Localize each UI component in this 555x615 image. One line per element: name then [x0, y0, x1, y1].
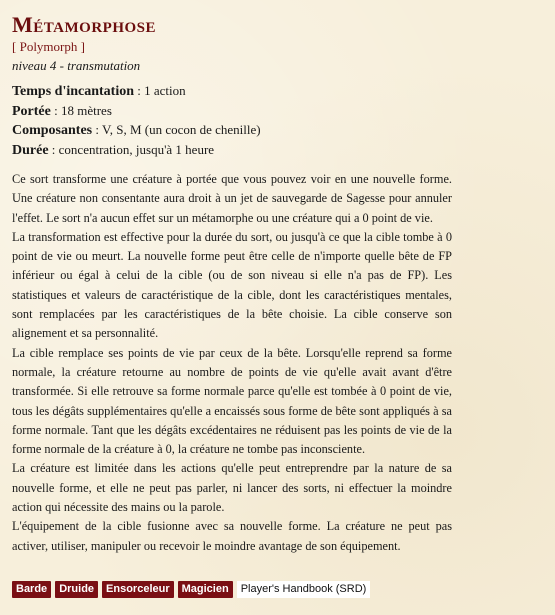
- spell-stats: [12, 82, 452, 160]
- stat-components: [12, 121, 452, 141]
- description-paragraph: La transformation est effective pour la durée du sort, ou jusqu'à ce que la cible tombe à 0 point de vie ou meurt. La nouvelle forme peut être celle de n'importe quelle bête de FP inférieur ou égal à celui de la cible (ou de son niveau si elle n'a pas de FP). Les statistiques et valeurs de caractéristique de la cible, dont les caractéristiques mentales, sont remplacées par les caractéristiques de la bête choisie. La cible conserve son alignement et sa personnalité.: [12, 229, 452, 341]
- alias-bracket-close: ]: [77, 39, 85, 54]
- stat-duration: [12, 141, 452, 161]
- description-paragraph: La créature est limitée dans les actions qu'elle peut entreprendre par la nature de sa nouvelle forme, et elle ne peut pas parler, ni lancer des sorts, ni effectuer la moindre action qui nécessite des mains ou la parole.: [12, 461, 452, 515]
- stat-duration-value: : concentration, jusqu'à 1 heure: [48, 141, 215, 157]
- stat-range: [12, 102, 452, 122]
- stat-duration-label: Durée: [12, 142, 49, 158]
- alias-bracket-open: [: [12, 39, 20, 54]
- description-paragraph: Ce sort transforme une créature à portée que vous pouvez voir en une nouvelle forme. Une créature non consentante aura droit à un jet de sauvegarde de Sagesse pour annuler l'effet. Le sort n'a aucun effet sur un métamorphe ou une créature qui a 0 point de vie.: [12, 172, 452, 225]
- class-tags: [12, 581, 370, 598]
- stat-components-label: Composantes: [12, 123, 93, 138]
- spell-description: [12, 170, 452, 556]
- spell-alias: [12, 38, 452, 56]
- spell-school: niveau 4 - transmutation: [12, 58, 141, 73]
- stat-components-value: : V, S, M (un cocon de chenille): [92, 122, 261, 137]
- stat-casting-time-value: : 1 action: [134, 83, 186, 98]
- source-badge: Player's Handbook (SRD): [237, 581, 371, 598]
- stat-casting-time: [12, 82, 452, 102]
- spell-card: [12, 12, 452, 556]
- tag-barde[interactable]: Barde: [12, 581, 51, 598]
- stat-casting-time-label: Temps d'incantation: [12, 84, 135, 99]
- spell-title: Métamorphose: [12, 12, 156, 37]
- description-paragraph: La cible remplace ses points de vie par ceux de la bête. Lorsqu'elle reprend sa forme normale, la créature retourne au nombre de points de vie qu'elle avait avant d'être transformée. Si elle retrouve sa forme normale parce qu'elle est tombée à 0 point de vie, tous les dégâts supplémentaires qu'elle a encaissés sous forme de bête sont appliqués à sa forme normale. Tant que les dégâts excédentaires ne réduisent pas les points de vie de la forme normale de la créature à 0, la créature ne tombe pas inconsciente.: [12, 345, 452, 457]
- tag-ensorceleur[interactable]: Ensorceleur: [102, 581, 174, 598]
- description-paragraph: L'équipement de la cible fusionne avec sa nouvelle forme. La créature ne peut pas activer, utiliser, manipuler ou recevoir le moindre avantage de son équipement.: [12, 519, 452, 553]
- stat-range-label: Portée: [12, 103, 51, 119]
- tag-druide[interactable]: Druide: [55, 581, 98, 598]
- spell-alias-link[interactable]: Polymorph: [19, 39, 78, 54]
- stat-range-value: : 18 mètres: [50, 102, 112, 118]
- tag-magicien[interactable]: Magicien: [178, 581, 233, 598]
